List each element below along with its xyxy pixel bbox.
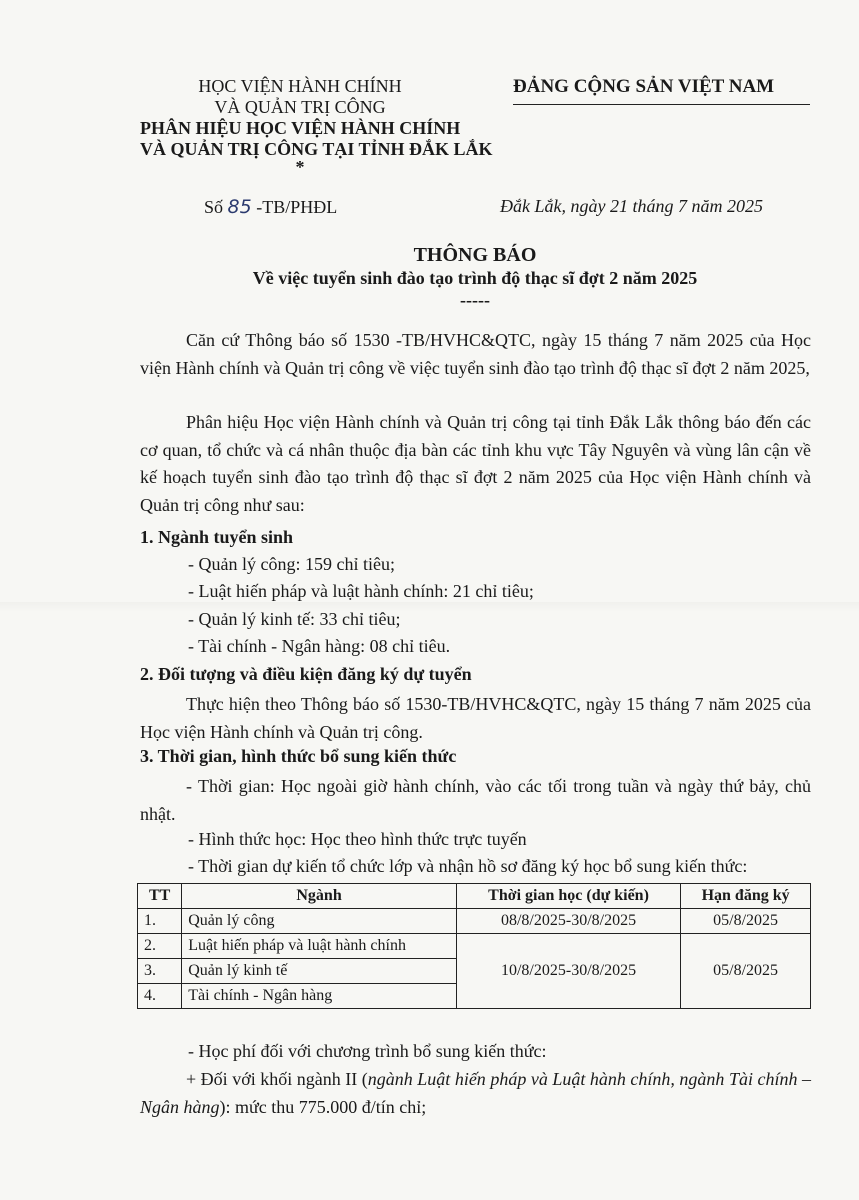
- fees-intro: - Học phí đối với chương trình bổ sung kiến thức:: [188, 1041, 547, 1061]
- branch-line-1: PHÂN HIỆU HỌC VIỆN HÀNH CHÍNH: [140, 118, 461, 138]
- section-2-heading: 2. Đối tượng và điều kiện đăng ký dự tuyển: [140, 664, 472, 684]
- header-major: Ngành: [182, 884, 457, 909]
- table-row: 1. Quản lý công 08/8/2025-30/8/2025 05/8/2025: [138, 909, 811, 934]
- document-title: THÔNG BÁO: [413, 244, 537, 266]
- paragraph-basis: Căn cứ Thông báo số 1530 -TB/HVHC&QTC, ngày 15 tháng 7 năm 2025 của Học viện Hành chính và Quản trị công về việc tuyển sinh đào tạo trình độ thạc sĩ đợt 2 năm 2025,: [140, 330, 811, 378]
- list-item: - Tài chính - Ngân hàng: 08 chỉ tiêu.: [188, 636, 451, 656]
- schedule-table: [137, 883, 811, 1009]
- section-3-heading: 3. Thời gian, hình thức bổ sung kiến thức: [140, 746, 457, 766]
- list-item: - Quản lý kinh tế: 33 chỉ tiêu;: [188, 609, 401, 629]
- section-3-form: - Hình thức học: Học theo hình thức trực tuyến: [188, 829, 527, 849]
- party-name: ĐẢNG CỘNG SẢN VIỆT NAM: [513, 76, 775, 97]
- section-2-text: Thực hiện theo Thông báo số 1530-TB/HVHC&QTC, ngày 15 tháng 7 năm 2025 của Học viện Hành chính và Quản trị công.: [140, 694, 811, 742]
- section-3-time: - Thời gian: Học ngoài giờ hành chính, vào các tối trong tuần và ngày thứ bảy, chủ nhật.: [140, 776, 811, 824]
- branch-line-2: VÀ QUẢN TRỊ CÔNG TẠI TỈNH ĐẮK LẮK: [140, 139, 493, 159]
- header-deadline: Hạn đăng ký: [681, 884, 811, 909]
- org-line-2: VÀ QUẢN TRỊ CÔNG: [214, 97, 386, 117]
- paper-fold: [0, 602, 859, 612]
- table-row: 2. Luật hiến pháp và luật hành chính 10/8/2025-30/8/2025 05/8/2025: [138, 934, 811, 959]
- title-divider: -----: [460, 290, 490, 310]
- section-1-heading: 1. Ngành tuyển sinh: [140, 527, 294, 547]
- paragraph-announcement: Phân hiệu Học viện Hành chính và Quản trị công tại tỉnh Đắk Lắk thông báo đến các cơ quan, tổ chức và cá nhân thuộc địa bàn các tỉnh khu vực Tây Nguyên và vùng lân cận về kế hoạch tuyển sinh đào tạo trình độ thạc sĩ đợt 2 năm 2025 của Học viện Hành chính và Quản trị công như sau:: [140, 412, 811, 515]
- table-row: 4. Tài chính - Ngân hàng: [138, 984, 811, 1009]
- list-item: - Luật hiến pháp và luật hành chính: 21 chỉ tiêu;: [188, 581, 534, 601]
- header-tt: TT: [138, 884, 182, 909]
- org-star: *: [295, 157, 305, 177]
- group-deadline: 05/8/2025: [681, 934, 811, 1009]
- org-block: [140, 76, 493, 177]
- table-row: 3. Quản lý kinh tế: [138, 959, 811, 984]
- org-line-1: HỌC VIỆN HÀNH CHÍNH: [198, 76, 402, 96]
- place-date: Đắk Lắk, ngày 21 tháng 7 năm 2025: [500, 196, 763, 216]
- document-number: Số 85 -TB/PHĐL: [204, 196, 338, 218]
- section-3-schedule-intro: - Thời gian dự kiến tổ chức lớp và nhận hồ sơ đăng ký học bổ sung kiến thức:: [188, 856, 748, 876]
- document-subtitle: Về việc tuyển sinh đào tạo trình độ thạc sĩ đợt 2 năm 2025: [252, 268, 698, 288]
- header-time: Thời gian học (dự kiến): [456, 884, 680, 909]
- handwritten-number: 85: [227, 196, 252, 218]
- group-time: 10/8/2025-30/8/2025: [456, 934, 680, 1009]
- party-underline: [513, 104, 810, 105]
- table-header-row: [138, 884, 811, 909]
- list-item: - Quản lý công: 159 chỉ tiêu;: [188, 554, 395, 574]
- fees-line: + Đối với khối ngành II (ngành Luật hiến pháp và Luật hành chính, ngành Tài chính – Ngân hàng): mức thu 775.000 đ/tín chỉ;: [140, 1069, 811, 1117]
